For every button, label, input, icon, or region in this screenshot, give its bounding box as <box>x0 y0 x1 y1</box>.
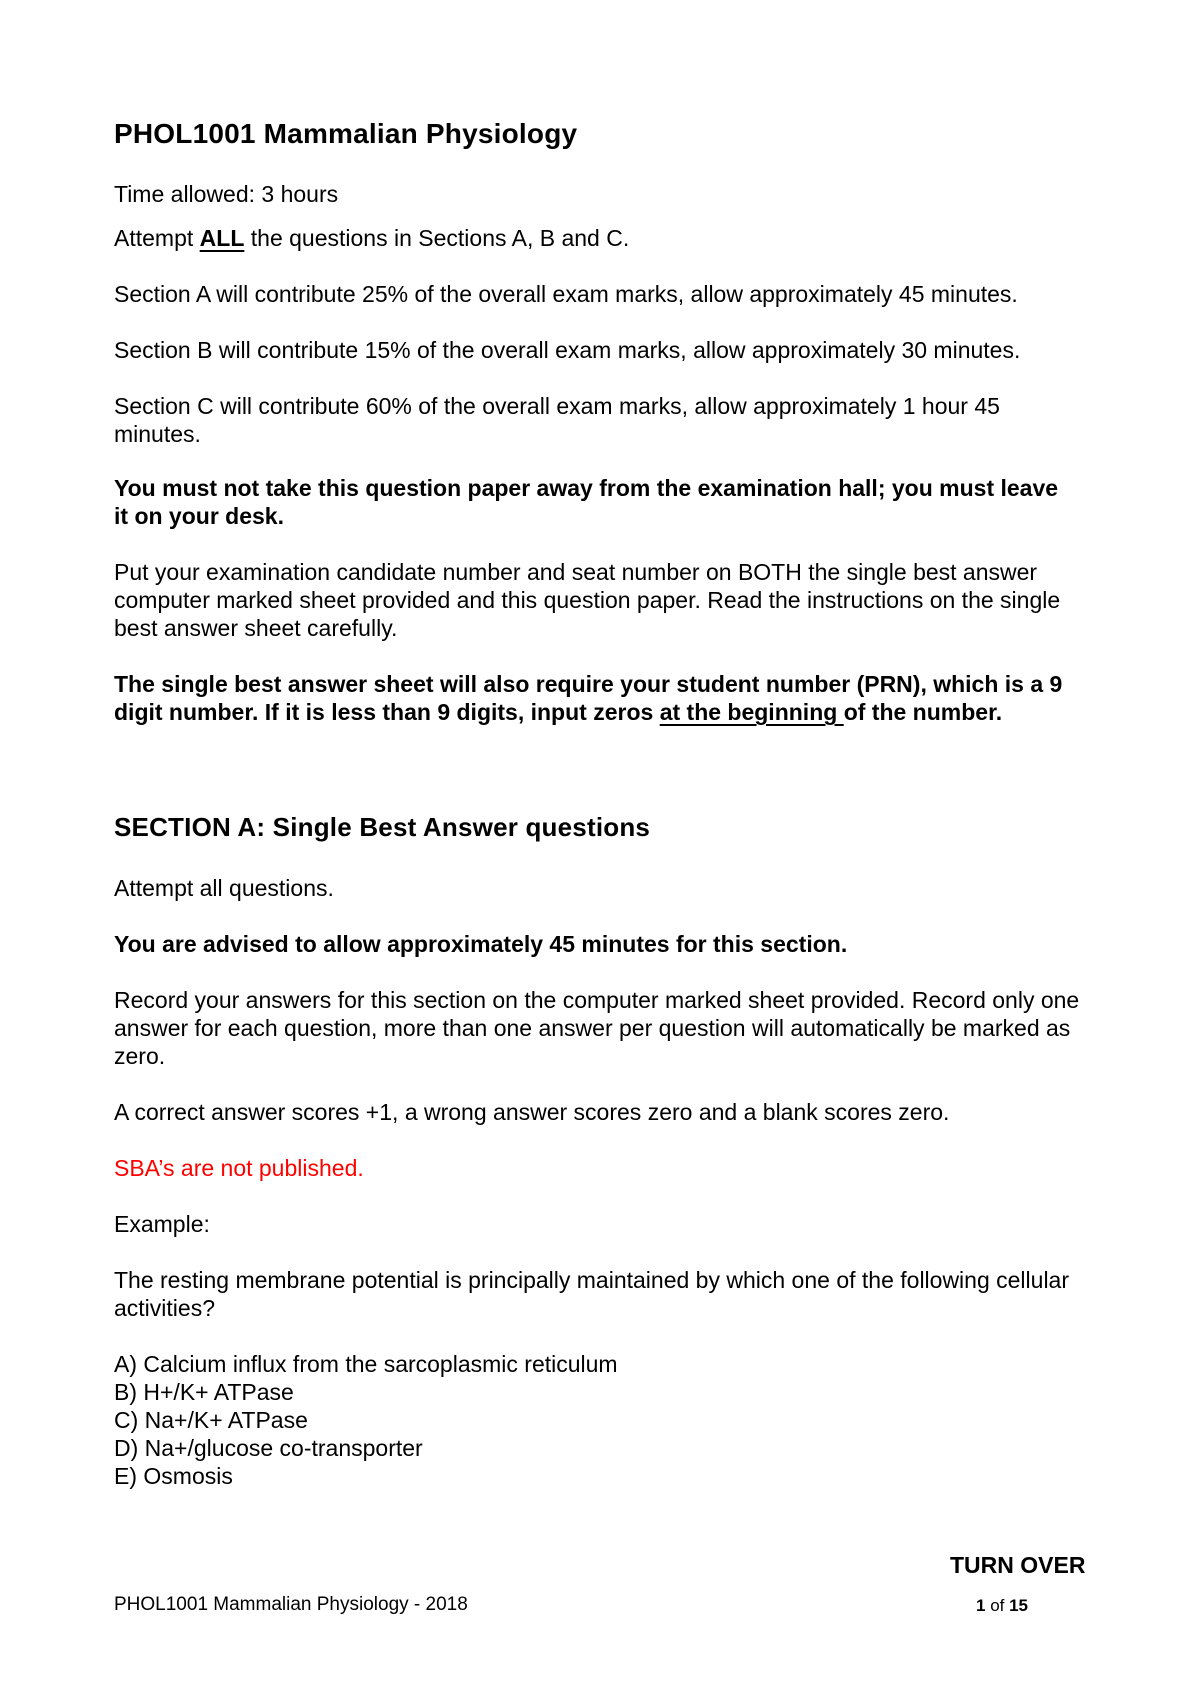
example-label: Example: <box>114 1211 210 1237</box>
option-b: B) H+/K+ ATPase <box>114 1379 294 1405</box>
time-advice: You are advised to allow approximately 45 minutes for this section. <box>114 931 848 957</box>
prn-instruction <box>114 670 1094 726</box>
not-published-notice: SBA’s are not published. <box>114 1155 364 1181</box>
time-allowed: Time allowed: 3 hours <box>114 181 339 207</box>
option-a: A) Calcium influx from the sarcoplasmic reticulum <box>114 1351 618 1377</box>
prn-text: The single best answer sheet will also require your student number (PRN), which is a 9 digit number. If it is less than 9 digits, input zeros <box>114 671 1063 725</box>
example-question: The resting membrane potential is principally maintained by which one of the following cellular activities? <box>114 1267 1070 1321</box>
option-c: C) Na+/K+ ATPase <box>114 1407 308 1433</box>
section-c-weighting: Section C will contribute 60% of the overall exam marks, allow approximately 1 hour 45 minutes. <box>114 393 1000 447</box>
attempt-prefix: Attempt <box>114 225 200 251</box>
section-a-weighting: Section A will contribute 25% of the overall exam marks, allow approximately 45 minutes. <box>114 281 1018 307</box>
page-total: 15 <box>1009 1596 1029 1615</box>
page-number <box>976 1596 1028 1616</box>
page-of: of <box>985 1596 1010 1615</box>
prn-underlined: at the beginning <box>659 699 844 725</box>
page-current: 1 <box>976 1596 986 1615</box>
attempt-all-questions: Attempt all questions. <box>114 875 334 901</box>
exam-title: PHOL1001 Mammalian Physiology <box>114 118 578 149</box>
section-b-weighting: Section B will contribute 15% of the overall exam marks, allow approximately 30 minutes. <box>114 337 1021 363</box>
attempt-all-emphasis: ALL <box>199 225 245 251</box>
footer-course: PHOL1001 Mammalian Physiology - 2018 <box>114 1594 468 1615</box>
candidate-number-instruction: Put your examination candidate number and seat number on BOTH the single best answer computer marked sheet provided and this question paper. Read the instructions on the single best answer sheet carefully. <box>114 559 1061 641</box>
attempt-instruction <box>114 224 1104 252</box>
record-instructions: Record your answers for this section on the computer marked sheet provided. Record only one answer for each question, more than one answer per question will automatically be marked as zero. <box>114 987 1080 1069</box>
answer-options <box>114 1350 618 1490</box>
scoring-rules: A correct answer scores +1, a wrong answer scores zero and a blank scores zero. <box>114 1099 950 1125</box>
option-d: D) Na+/glucose co-transporter <box>114 1435 423 1461</box>
section-a-heading: SECTION A: Single Best Answer questions <box>114 812 651 842</box>
option-e: E) Osmosis <box>114 1463 233 1489</box>
turn-over-label: TURN OVER <box>950 1552 1086 1578</box>
no-removal-warning: You must not take this question paper away from the examination hall; you must leave it on your desk. <box>114 475 1059 529</box>
prn-text-end: of the number. <box>843 699 1003 725</box>
attempt-suffix: the questions in Sections A, B and C. <box>244 225 630 251</box>
